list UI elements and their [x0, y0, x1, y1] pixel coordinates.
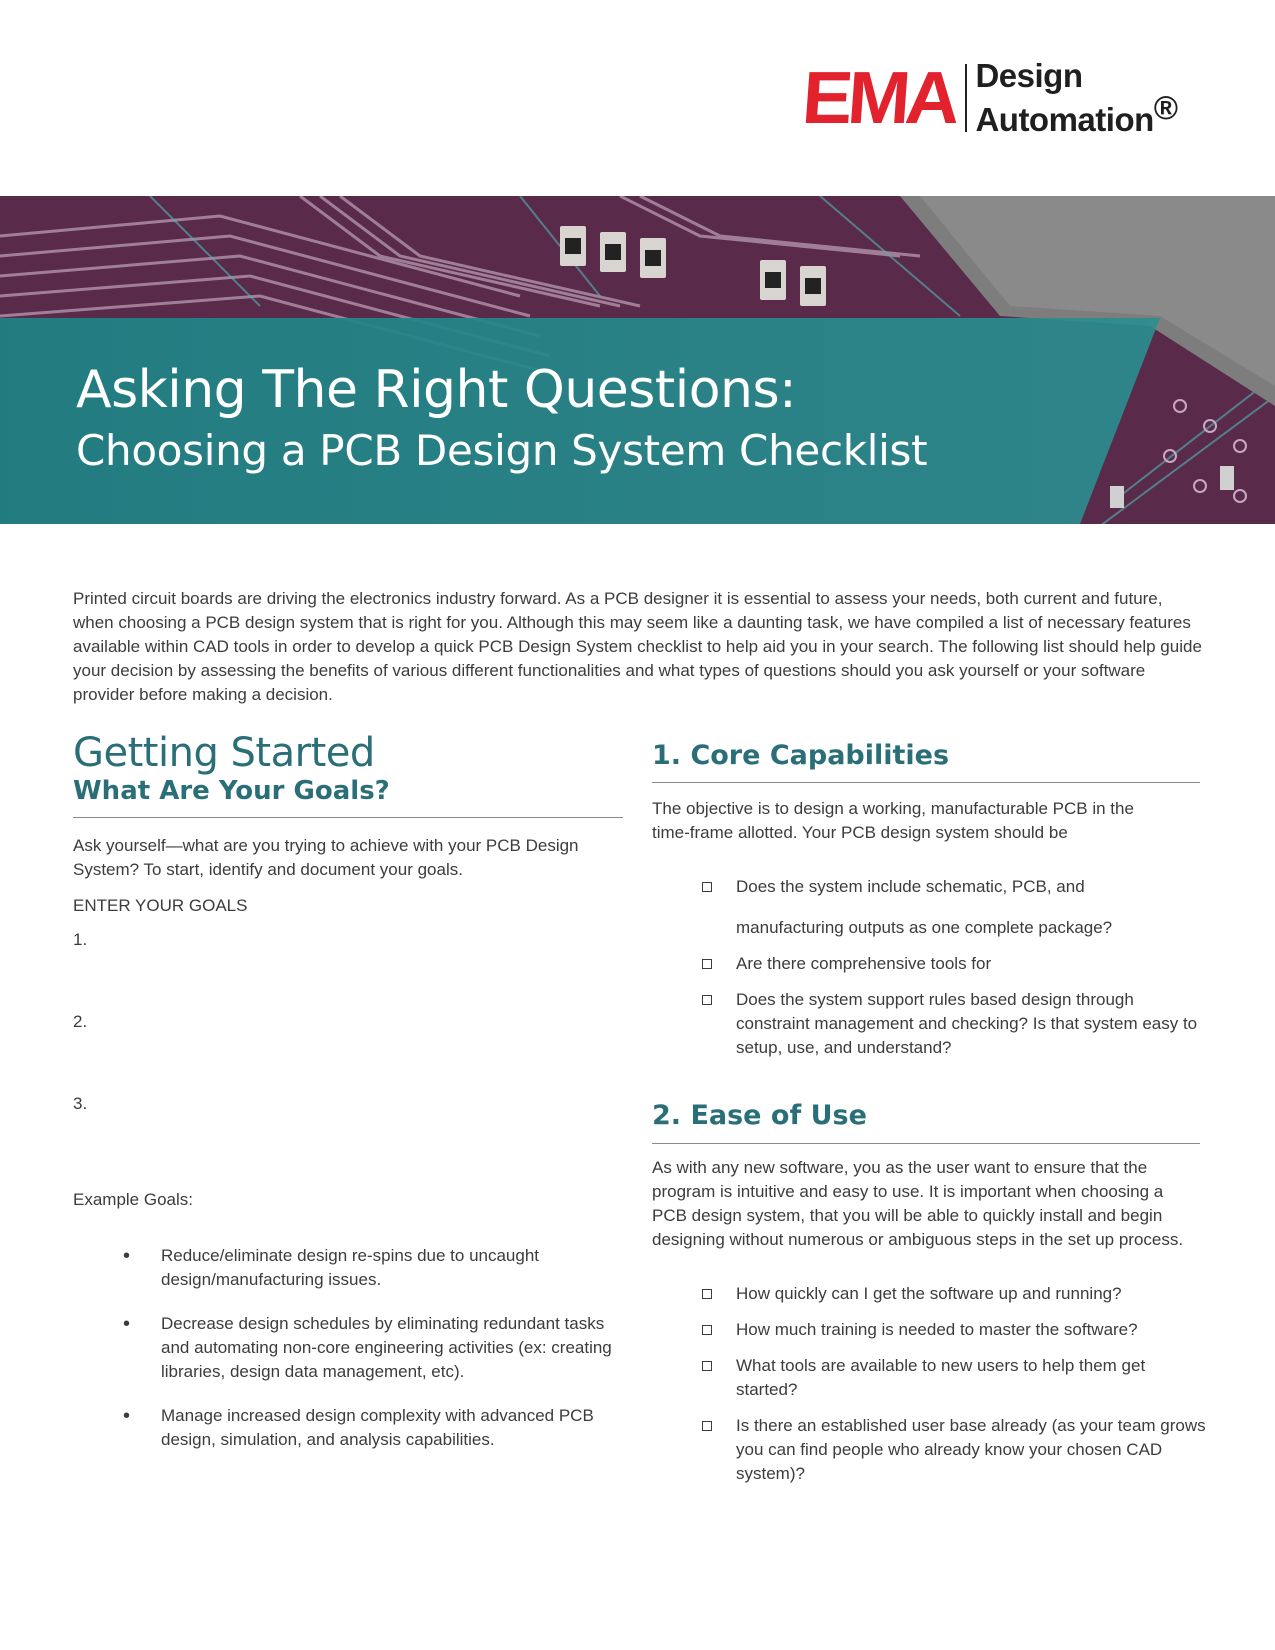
checkbox-icon[interactable]: [702, 1421, 712, 1431]
section-divider: [652, 782, 1200, 783]
logo-line-2: [975, 89, 1178, 138]
checklist-item-text: How much training is needed to master the software?: [736, 1319, 1138, 1339]
getting-started-section: [73, 730, 623, 1452]
core-checklist: [652, 875, 1202, 1060]
checkbox-icon[interactable]: [702, 882, 712, 892]
checklist-item-text: manufacturing outputs as one complete package?: [736, 918, 1113, 938]
list-item: [73, 1244, 613, 1292]
checkbox-icon[interactable]: [702, 1325, 712, 1335]
list-item-text: Decrease design schedules by eliminating redundant tasks and automating non-core engineering activities (ex: creating libraries, design data management, etc).: [161, 1314, 612, 1382]
checkbox-icon[interactable]: [702, 1361, 712, 1371]
checklist-item[interactable]: [652, 875, 1202, 899]
logo-divider: [965, 64, 967, 132]
page-title: Asking The Right Questions:: [76, 360, 797, 420]
checklist-item-text: Does the system support rules based design through constraint management and checking? Is that system easy to setup, use, and understand?: [736, 990, 1198, 1058]
section-divider: [73, 817, 623, 818]
list-item: [73, 1312, 613, 1384]
list-item-text: Manage increased design complexity with advanced PCB design, simulation, and analysis capabilities.: [161, 1406, 594, 1450]
ease-of-use-heading: 2. Ease of Use: [652, 1100, 867, 1132]
goal-number-2[interactable]: 2.: [73, 1012, 88, 1032]
logo-mark: EMA: [799, 56, 958, 139]
checklist-item-continuation: [652, 916, 1202, 940]
checklist-item[interactable]: [652, 1414, 1207, 1486]
section-divider: [652, 1143, 1200, 1144]
getting-started-heading: Getting Started: [73, 730, 375, 776]
checkbox-icon[interactable]: [702, 959, 712, 969]
checklist-item-text: Does the system include schematic, PCB, and: [736, 877, 1085, 897]
logo-line-2-text: Automation: [975, 101, 1154, 138]
checklist-item[interactable]: [652, 988, 1202, 1060]
checklist-column: [652, 740, 1206, 1486]
intro-paragraph: Printed circuit boards are driving the electronics industry forward. As a PCB designer it is essential to assess your needs, both current and future, when choosing a PCB design system that is right for you. Although this may seem like a daunting task, we have compiled a list of necessary features available within CAD tools in order to develop a quick PCB Design System checklist to help aid you in your search. The following list should help guide your decision by assessing the benefits of various different functionalities and what types of questions should you ask yourself or your software provider before making a decision.: [73, 589, 1202, 704]
ease-checklist: [652, 1282, 1207, 1486]
ema-logo: [799, 56, 1178, 139]
core-capabilities-intro: The objective is to design a working, manufacturable PCB in the time-frame allotted. Your PCB design system should be: [652, 799, 1134, 843]
example-goals-label: Example Goals:: [73, 1190, 193, 1210]
goals-subheading: What Are Your Goals?: [73, 776, 390, 806]
checklist-item[interactable]: [652, 1318, 1207, 1342]
hero-banner: [0, 196, 1275, 524]
list-item-text: Reduce/eliminate design re-spins due to uncaught design/manufacturing issues.: [161, 1246, 540, 1290]
bullet-icon: •: [123, 1405, 131, 1428]
enter-goals-label: ENTER YOUR GOALS: [73, 896, 248, 916]
checklist-item-text: How quickly can I get the software up and running?: [736, 1283, 1122, 1303]
checklist-item[interactable]: [652, 1354, 1207, 1402]
checklist-item[interactable]: [652, 952, 1202, 976]
registered-mark: ®: [1153, 89, 1178, 126]
checklist-item-text: What tools are available to new users to help them get started?: [736, 1355, 1146, 1399]
page-subtitle: Choosing a PCB Design System Checklist: [76, 426, 928, 475]
logo-line-1: Design: [975, 56, 1083, 94]
example-goals-list: [73, 1244, 613, 1452]
goals-intro: Ask yourself—what are you trying to achieve with your PCB Design System? To start, identify and document your goals.: [73, 836, 579, 880]
checklist-item[interactable]: [652, 1282, 1207, 1306]
checkbox-icon[interactable]: [702, 1289, 712, 1299]
list-item: [73, 1404, 613, 1452]
bullet-icon: •: [123, 1245, 131, 1268]
checklist-item-text: Is there an established user base already (as your team grows you can find people who already know your chosen CAD system)?: [736, 1415, 1206, 1483]
logo-wordmark: [975, 56, 1178, 138]
bullet-icon: •: [123, 1313, 131, 1336]
ease-of-use-intro: As with any new software, you as the user want to ensure that the program is intuitive and easy to use. It is important when choosing a PCB design system, that you will be able to quickly install and begin designing without numerous or ambiguous steps in the set up process.: [652, 1157, 1184, 1249]
checklist-item-text: Are there comprehensive tools for: [736, 954, 992, 974]
checkbox-icon[interactable]: [702, 995, 712, 1005]
core-capabilities-heading: 1. Core Capabilities: [652, 740, 950, 771]
goal-number-1[interactable]: 1.: [73, 930, 88, 950]
goal-number-3[interactable]: 3.: [73, 1094, 88, 1114]
